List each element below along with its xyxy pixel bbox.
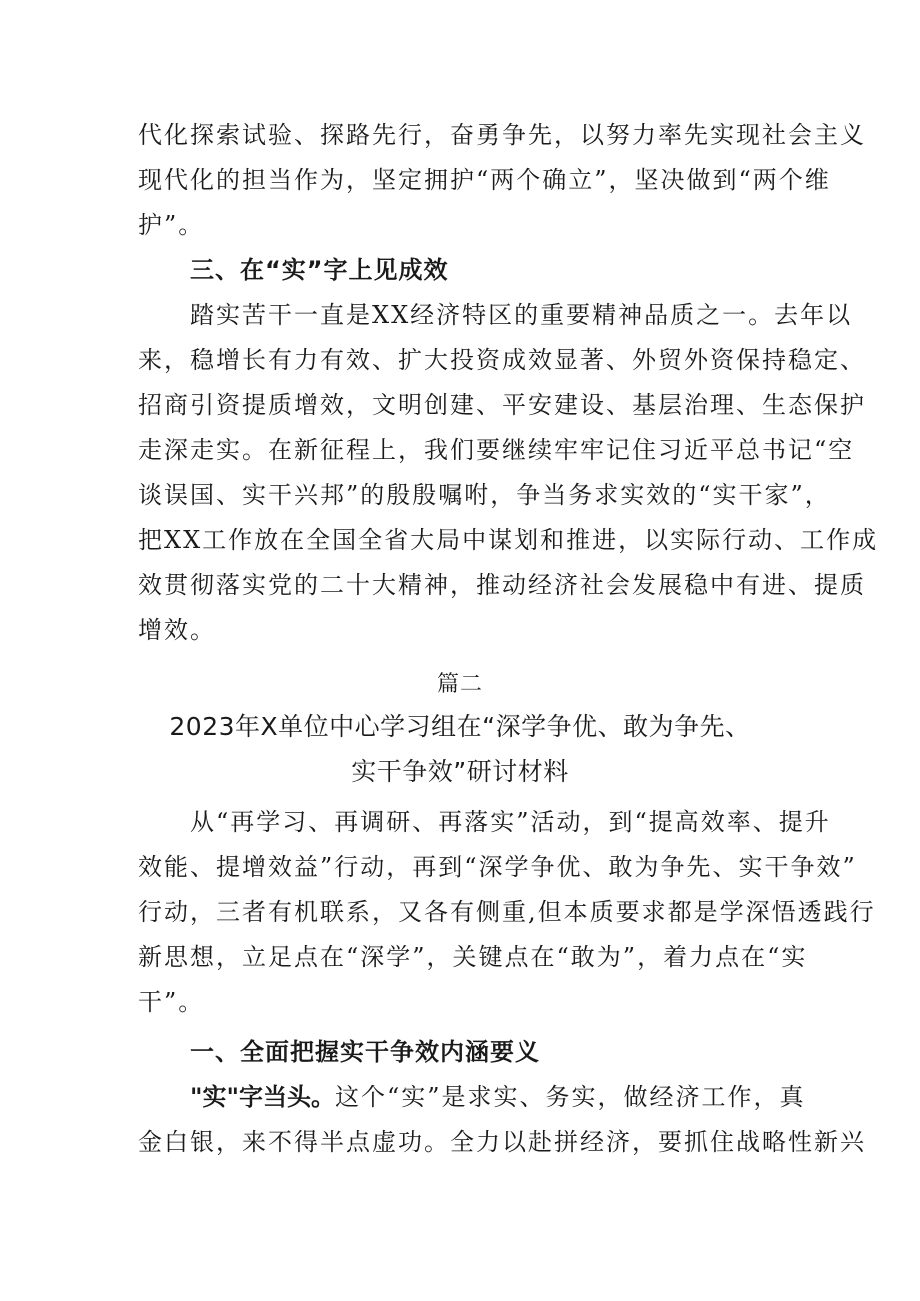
- paragraph-line: 走深走实。在新征程上，我们要继续牢牢记住习近平总书记“空: [138, 436, 855, 464]
- article-label: 篇二: [436, 672, 483, 697]
- paragraph-line: [190, 1080, 806, 1114]
- article-title-line2: 实干争效”研讨材料: [351, 757, 569, 786]
- paragraph-line: 金白银，来不得半点虚功。全力以赴拼经济，要抓住战略性新兴: [138, 1128, 866, 1156]
- paragraph-line: 踏实苦干一直是XX经济特区的重要精神品质之一。去年以: [190, 301, 853, 329]
- paragraph-line: 招商引资提质增效，文明创建、平安建设、基层治理、生态保护: [138, 391, 866, 419]
- paragraph-line: 代化探索试验、探路先行，奋勇争先，以努力率先实现社会主义: [138, 121, 866, 149]
- paragraph-line: 谈误国、实干兴邦”的殷殷嘱咐，争当务求实效的“实干家”，: [138, 481, 831, 509]
- paragraph-line: 干”。: [138, 988, 205, 1016]
- paragraph-line: 来，稳增长有力有效、扩大投资成效显著、外贸外资保持稳定、: [138, 346, 866, 374]
- article-title-line1: 2023年X单位中心学习组在“深学争优、敢为争先、: [169, 712, 751, 741]
- paragraph-line: 效贯彻落实党的二十大精神，推动经济社会发展稳中有进、提质: [138, 571, 866, 599]
- paragraph-line: 增效。: [138, 616, 216, 644]
- paragraph-text: 这个“实”是求实、务实，做经济工作，真: [335, 1083, 806, 1111]
- paragraph-line: 行动，三者有机联系，又各有侧重,但本质要求都是学深悟透践行: [138, 898, 876, 926]
- paragraph-line: 把XX工作放在全国全省大局中谋划和推进，以实际行动、工作成: [138, 526, 879, 554]
- paragraph-line: 从“再学习、再调研、再落实”活动，到“提高效率、提升: [190, 808, 831, 836]
- paragraph-line: 新思想，立足点在“深学”，关键点在“敢为”，着力点在“实: [138, 943, 808, 971]
- paragraph-line: 现代化的担当作为，坚定拥护“两个确立”，坚决做到“两个维: [138, 166, 831, 194]
- bold-lead-phrase: "实"字当头。: [190, 1083, 336, 1111]
- paragraph-line: 效能、提增效益”行动，再到“深学争优、敢为争先、实干争效”: [138, 853, 857, 881]
- section-heading: 一、全面把握实干争效内涵要义: [190, 1038, 540, 1066]
- section-heading: 三、在“实”字上见成效: [190, 256, 449, 284]
- paragraph-line: 护”。: [138, 211, 205, 239]
